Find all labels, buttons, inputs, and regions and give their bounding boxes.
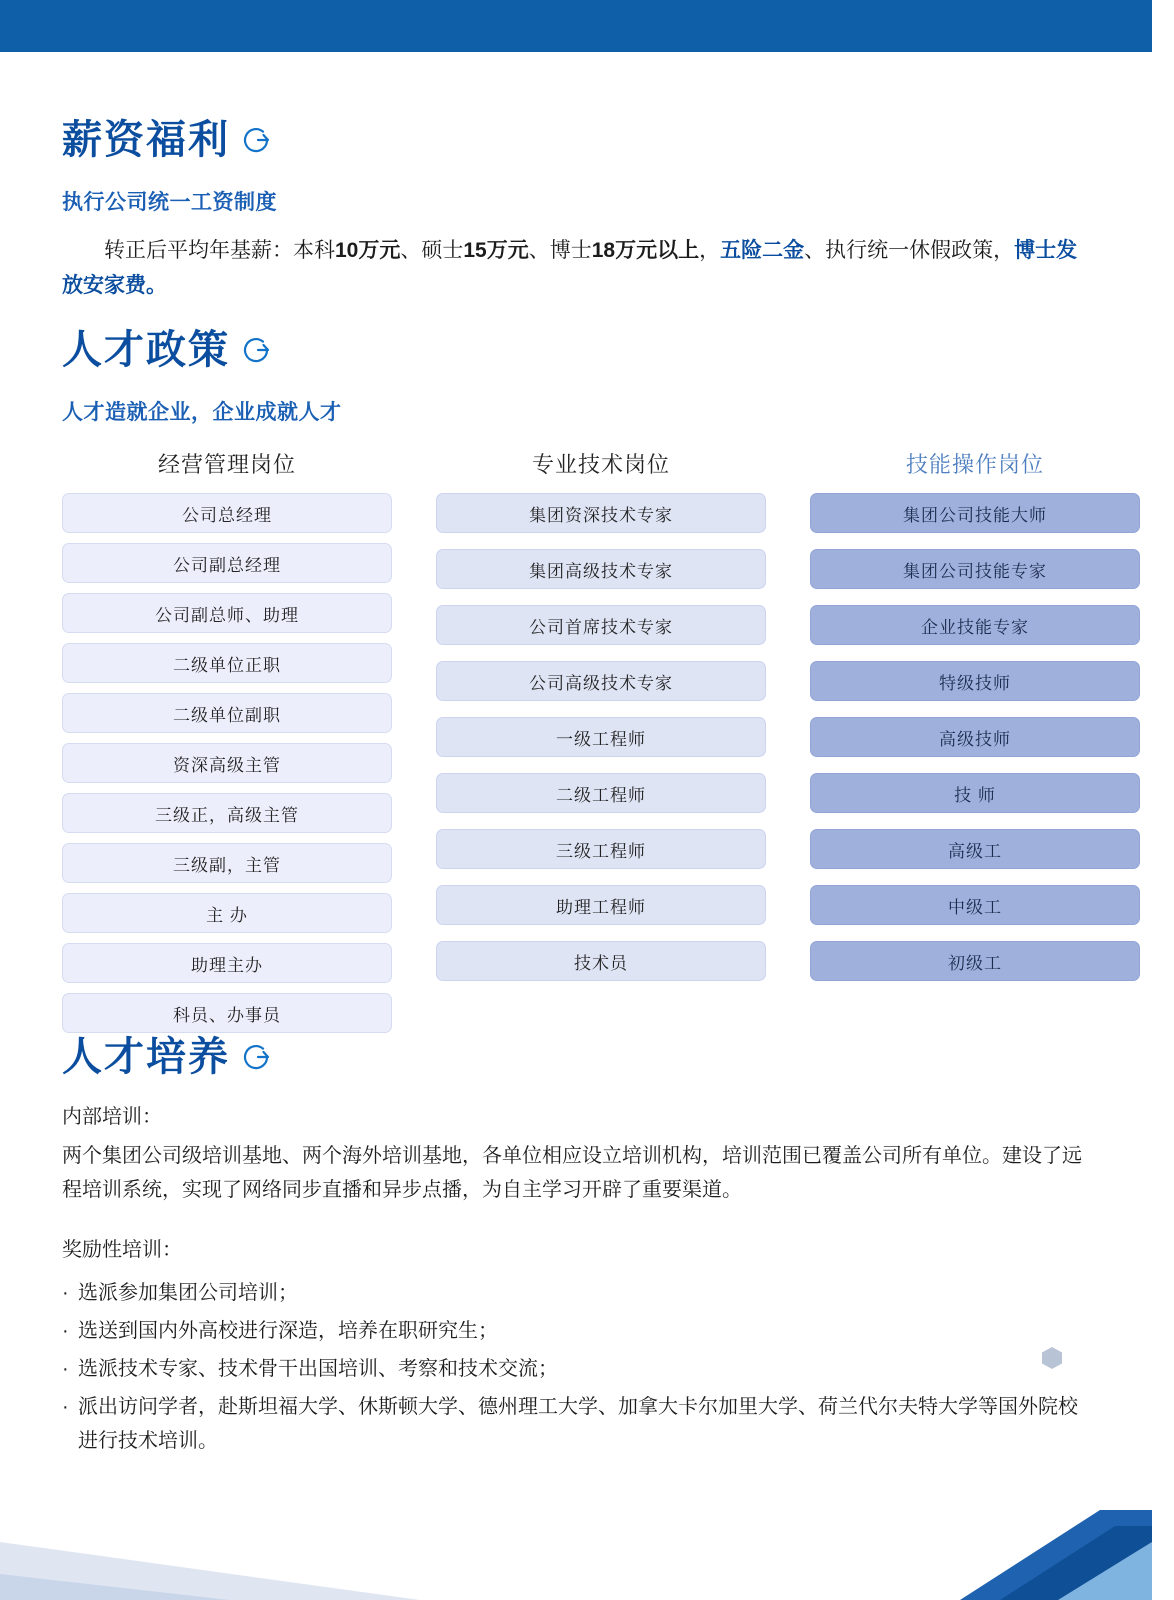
arrow-circle-icon — [242, 335, 272, 365]
salary-highlight-insurance: 五险二金 — [720, 239, 805, 262]
ladder-item[interactable]: 中级工 — [810, 885, 1140, 925]
salary-text-1: 转正后平均年基薪：本科 — [104, 239, 335, 262]
ladder-item[interactable]: 技 师 — [810, 773, 1140, 813]
reward-training-label: 奖励性培训： — [62, 1238, 182, 1261]
footer-decoration — [0, 1482, 1152, 1600]
ladder-item[interactable]: 三级副，主管 — [62, 843, 392, 883]
salary-text-5: 、执行统一休假政策， — [804, 239, 1015, 262]
ladder-item[interactable]: 主 办 — [62, 893, 392, 933]
ladder-item[interactable]: 三级正，高级主管 — [62, 793, 392, 833]
salary-paragraph — [62, 234, 1097, 303]
ladder-item[interactable]: 集团公司技能大师 — [810, 493, 1140, 533]
page-header-bar — [0, 0, 1152, 52]
talent-policy-heading — [62, 330, 1140, 370]
talent-policy-subtitle: 人才造就企业，企业成就人才 — [62, 401, 342, 424]
ladder-column-technical — [436, 448, 766, 1043]
ladder-column-management — [62, 448, 392, 1043]
ladder-column-title: 专业技术岗位 — [531, 452, 670, 477]
ladder-item[interactable]: 一级工程师 — [436, 717, 766, 757]
salary-num-phd: 18万元以上 — [591, 239, 700, 262]
ladder-item[interactable]: 高级技师 — [810, 717, 1140, 757]
bullet-dot-icon: · — [62, 1281, 69, 1304]
list-item-text: 派出访问学者，赴斯坦福大学、休斯顿大学、德州理工大学、加拿大卡尔加里大学、荷兰代尔夫特大学等国外院校进行技术培训。 — [78, 1395, 1078, 1452]
ladder-item[interactable]: 二级单位副职 — [62, 693, 392, 733]
ladder-item[interactable]: 企业技能专家 — [810, 605, 1140, 645]
bullet-dot-icon: · — [62, 1395, 69, 1418]
bullet-dot-icon: · — [62, 1357, 69, 1380]
ladder-item[interactable]: 公司副总经理 — [62, 543, 392, 583]
internal-training-label: 内部培训： — [62, 1106, 162, 1128]
job-ladder-columns — [62, 448, 1140, 1043]
ladder-column-skill — [810, 448, 1140, 1043]
ladder-item[interactable]: 二级工程师 — [436, 773, 766, 813]
salary-highlight-settlement: 博士发放安家费。 — [62, 239, 1078, 297]
ladder-item[interactable]: 公司副总师、助理 — [62, 593, 392, 633]
ladder-item[interactable]: 资深高级主管 — [62, 743, 392, 783]
ladder-item[interactable]: 特级技师 — [810, 661, 1140, 701]
salary-heading-text: 薪资福利 — [62, 118, 230, 162]
internal-training-body: 两个集团公司级培训基地、两个海外培训基地，各单位相应设立培训机构，培训范围已覆盖公司所有单位。建设了远程培训系统，实现了网络同步直播和异步点播，为自主学习开辟了重要渠道。 — [62, 1145, 1082, 1202]
bullet-dot-icon: · — [62, 1319, 69, 1342]
salary-text-2: 、硕士 — [400, 239, 464, 262]
list-item — [62, 1276, 1097, 1310]
talent-training-heading — [62, 1037, 1097, 1077]
ladder-item[interactable]: 初级工 — [810, 941, 1140, 981]
ladder-item[interactable]: 公司首席技术专家 — [436, 605, 766, 645]
list-item-text: 选派参加集团公司培训； — [78, 1281, 298, 1304]
list-item — [62, 1352, 1097, 1386]
ladder-item[interactable]: 三级工程师 — [436, 829, 766, 869]
talent-policy-section — [62, 330, 1140, 1043]
ladder-column-title: 技能操作岗位 — [905, 452, 1044, 477]
talent-policy-heading-text: 人才政策 — [62, 328, 230, 372]
salary-text-4: ， — [699, 239, 721, 262]
ladder-item[interactable]: 集团资深技术专家 — [436, 493, 766, 533]
salary-section — [62, 120, 1097, 303]
list-item — [62, 1314, 1097, 1348]
page-content — [0, 52, 1152, 1600]
ladder-item[interactable]: 技术员 — [436, 941, 766, 981]
ladder-item[interactable]: 集团公司技能专家 — [810, 549, 1140, 589]
ladder-item[interactable]: 二级单位正职 — [62, 643, 392, 683]
salary-num-bachelor: 10万元 — [335, 239, 401, 262]
ladder-item[interactable]: 助理工程师 — [436, 885, 766, 925]
salary-subtitle: 执行公司统一工资制度 — [62, 191, 277, 214]
page-right-margin — [1152, 0, 1174, 1600]
salary-text-3: 、博士 — [528, 239, 592, 262]
talent-training-heading-text: 人才培养 — [62, 1035, 230, 1079]
list-item-text: 选送到国内外高校进行深造，培养在职研究生； — [78, 1319, 498, 1342]
ladder-item[interactable]: 公司高级技术专家 — [436, 661, 766, 701]
list-item-text: 选派技术专家、技术骨干出国培训、考察和技术交流； — [78, 1357, 558, 1380]
talent-training-section — [62, 1037, 1097, 1462]
list-item — [62, 1390, 1097, 1458]
ladder-column-title: 经营管理岗位 — [157, 452, 296, 477]
reward-training-list — [62, 1276, 1097, 1458]
ladder-item[interactable]: 集团高级技术专家 — [436, 549, 766, 589]
ladder-item[interactable]: 公司总经理 — [62, 493, 392, 533]
arrow-circle-icon — [242, 125, 272, 155]
ladder-item[interactable]: 科员、办事员 — [62, 993, 392, 1033]
ladder-item[interactable]: 助理主办 — [62, 943, 392, 983]
arrow-circle-icon — [242, 1042, 272, 1072]
salary-num-master: 15万元 — [463, 239, 529, 262]
ladder-item[interactable]: 高级工 — [810, 829, 1140, 869]
salary-heading — [62, 120, 1097, 160]
